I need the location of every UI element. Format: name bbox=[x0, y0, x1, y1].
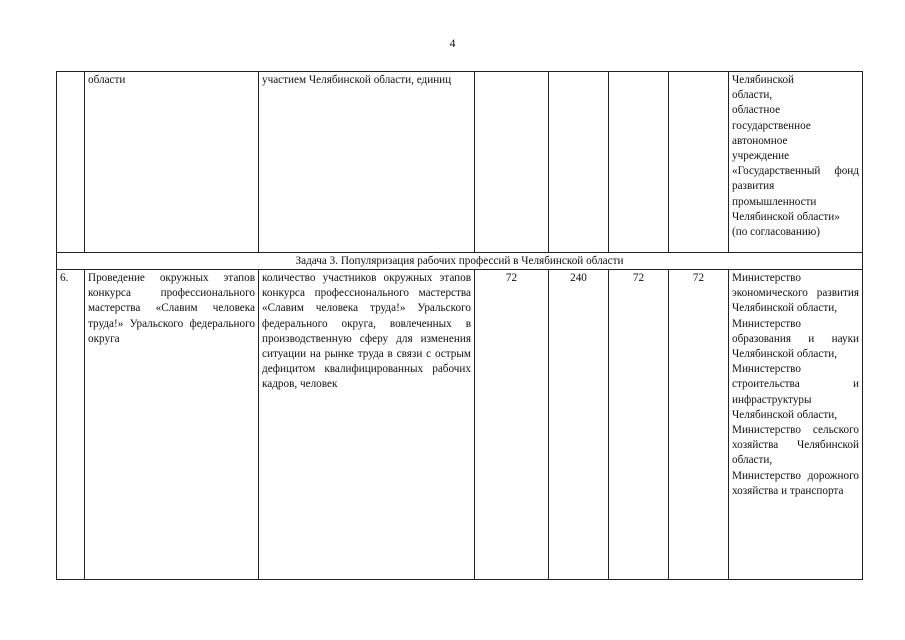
executor-line: Челябинской bbox=[732, 74, 795, 86]
executor-line: Министерство образования и науки Челябинской области, bbox=[732, 317, 859, 361]
executor-line: области, bbox=[732, 89, 773, 102]
executor-line: (по согласованию) bbox=[732, 226, 820, 239]
cell-value-4: 72 bbox=[669, 270, 729, 580]
table-row-continuation bbox=[57, 72, 863, 253]
task-header-row bbox=[57, 253, 863, 270]
page-number: 4 bbox=[449, 36, 456, 50]
table-row-6 bbox=[57, 270, 863, 580]
executor-line: учреждение bbox=[732, 150, 790, 163]
executor-line: областное bbox=[732, 104, 781, 117]
cell-indicator: количество участников окружных этапов конкурса профессионального мастерства «Славим человека труда!» Уральского федерального округа, вовлеченных в производственную сферу для изменения ситуации на рынке труда в связи с острым дефицитом квалифицированных рабочих кадров, человек bbox=[259, 270, 475, 580]
cell-name: области bbox=[85, 72, 259, 253]
executor-line: автономное bbox=[732, 134, 788, 147]
cell-value-2: 240 bbox=[549, 270, 609, 580]
task-header: Задача 3. Популяризация рабочих профессий в Челябинской области bbox=[57, 253, 863, 270]
cell-value-1 bbox=[475, 72, 549, 253]
cell-executors bbox=[729, 270, 863, 580]
cell-executors bbox=[729, 72, 863, 253]
cell-value-2 bbox=[549, 72, 609, 253]
executor-line: Министерство строительства и инфраструктуры Челябинской области, bbox=[732, 363, 859, 421]
cell-num: 6. bbox=[57, 270, 85, 580]
cell-indicator: участием Челябинской области, единиц bbox=[259, 72, 475, 253]
cell-value-3 bbox=[609, 72, 669, 253]
cell-value-3: 72 bbox=[609, 270, 669, 580]
executor-line: государственное bbox=[732, 119, 811, 132]
executor-line: Министерство дорожного хозяйства и транспорта bbox=[732, 469, 859, 497]
cell-value-1: 72 bbox=[475, 270, 549, 580]
cell-value-4 bbox=[669, 72, 729, 253]
executor-line: Министерство сельского хозяйства Челябинской области, bbox=[732, 424, 859, 467]
executor-line: «Государственный фонд развития промышленности Челябинской области» bbox=[732, 165, 859, 223]
cell-num bbox=[57, 72, 85, 253]
cell-name: Проведение окружных этапов конкурса профессионального мастерства «Славим человека труда!» Уральского федерального округа bbox=[85, 270, 259, 580]
executor-line: Министерство экономического развития Челябинской области, bbox=[732, 272, 859, 315]
measures-table bbox=[56, 71, 863, 580]
